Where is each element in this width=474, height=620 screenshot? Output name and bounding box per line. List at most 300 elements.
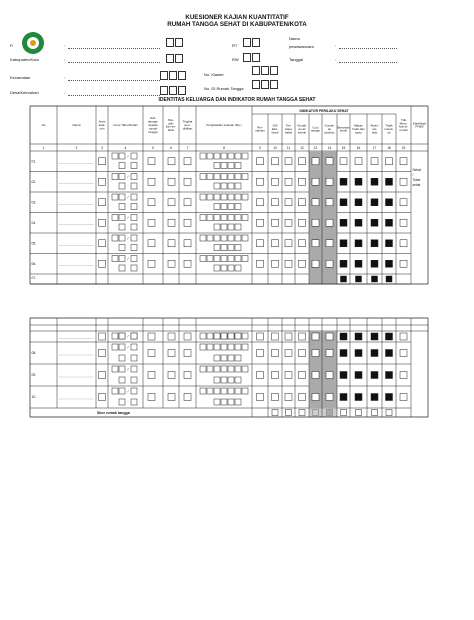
age-box[interactable] [131, 204, 137, 210]
income-box[interactable] [214, 163, 220, 169]
income-box[interactable] [200, 174, 206, 180]
income-box[interactable] [214, 399, 220, 405]
indicator-box[interactable] [299, 178, 306, 185]
age-box[interactable] [131, 377, 137, 383]
indicator-box[interactable] [326, 372, 333, 379]
income-box[interactable] [221, 333, 227, 339]
indicator-box[interactable] [272, 260, 279, 267]
income-box[interactable] [221, 265, 227, 271]
relation-box[interactable] [148, 333, 155, 340]
education-box[interactable] [168, 260, 175, 267]
age-box[interactable] [119, 265, 125, 271]
indicator-box[interactable] [285, 260, 292, 267]
income-box[interactable] [235, 174, 241, 180]
relation-box[interactable] [148, 158, 155, 165]
indicator-box[interactable] [272, 394, 279, 401]
income-box[interactable] [221, 355, 227, 361]
indicator-box[interactable] [312, 219, 319, 226]
income-box[interactable] [228, 235, 234, 241]
income-box[interactable] [221, 399, 227, 405]
income-box[interactable] [235, 256, 241, 262]
income-box[interactable] [235, 399, 241, 405]
income-box[interactable] [221, 245, 227, 251]
indicator-box[interactable] [371, 158, 378, 165]
income-box[interactable] [214, 194, 220, 200]
education-box[interactable] [168, 199, 175, 206]
age-box[interactable] [131, 224, 137, 230]
age-box[interactable] [119, 174, 125, 180]
relation-box[interactable] [148, 372, 155, 379]
relation-box[interactable] [148, 199, 155, 206]
income-box[interactable] [242, 388, 248, 394]
age-box[interactable] [131, 235, 137, 241]
age-box[interactable] [131, 245, 137, 251]
sex-box[interactable] [99, 158, 106, 165]
sex-box[interactable] [99, 199, 106, 206]
indicator-box[interactable] [340, 219, 347, 226]
phbs-box[interactable] [400, 333, 407, 340]
indicator-box[interactable] [299, 350, 306, 357]
education-level-box[interactable] [184, 372, 191, 379]
income-box[interactable] [221, 183, 227, 189]
indicator-box[interactable] [386, 260, 393, 267]
income-box[interactable] [214, 224, 220, 230]
age-box[interactable] [119, 399, 125, 405]
indicator-box[interactable] [326, 219, 333, 226]
indicator-box[interactable] [312, 260, 319, 267]
sex-box[interactable] [99, 394, 106, 401]
income-box[interactable] [207, 388, 213, 394]
indicator-box[interactable] [257, 350, 264, 357]
age-box[interactable] [112, 174, 118, 180]
income-box[interactable] [214, 366, 220, 372]
income-box[interactable] [228, 388, 234, 394]
indicator-box[interactable] [257, 219, 264, 226]
income-box[interactable] [235, 204, 241, 210]
education-level-box[interactable] [184, 199, 191, 206]
indicator-box[interactable] [386, 240, 393, 247]
income-box[interactable] [242, 344, 248, 350]
income-box[interactable] [207, 153, 213, 159]
education-level-box[interactable] [184, 158, 191, 165]
indicator-box[interactable] [371, 260, 378, 267]
income-box[interactable] [235, 245, 241, 251]
age-box[interactable] [131, 153, 137, 159]
income-box[interactable] [221, 194, 227, 200]
age-box[interactable] [112, 333, 118, 339]
age-box[interactable] [119, 366, 125, 372]
indicator-box[interactable] [371, 199, 378, 206]
indicator-box[interactable] [299, 158, 306, 165]
indicator-box[interactable] [341, 276, 347, 282]
income-box[interactable] [235, 183, 241, 189]
sex-box[interactable] [99, 219, 106, 226]
education-level-box[interactable] [184, 260, 191, 267]
income-box[interactable] [228, 399, 234, 405]
income-box[interactable] [228, 333, 234, 339]
income-box[interactable] [242, 235, 248, 241]
indicator-box[interactable] [340, 372, 347, 379]
education-box[interactable] [168, 158, 175, 165]
education-level-box[interactable] [184, 178, 191, 185]
indicator-box[interactable] [312, 199, 319, 206]
indicator-box[interactable] [285, 350, 292, 357]
indicator-box[interactable] [371, 178, 378, 185]
phbs-box[interactable] [400, 240, 407, 247]
age-box[interactable] [131, 366, 137, 372]
income-box[interactable] [221, 163, 227, 169]
indicator-box[interactable] [272, 219, 279, 226]
age-box[interactable] [119, 183, 125, 189]
indicator-box[interactable] [340, 178, 347, 185]
income-box[interactable] [207, 366, 213, 372]
income-box[interactable] [207, 235, 213, 241]
income-box[interactable] [235, 265, 241, 271]
age-box[interactable] [131, 265, 137, 271]
indicator-box[interactable] [257, 333, 264, 340]
income-box[interactable] [228, 355, 234, 361]
education-level-box[interactable] [184, 219, 191, 226]
income-box[interactable] [228, 194, 234, 200]
indicator-box[interactable] [257, 240, 264, 247]
income-box[interactable] [221, 235, 227, 241]
income-box[interactable] [228, 153, 234, 159]
indicator-box[interactable] [299, 333, 306, 340]
score-box[interactable] [341, 410, 347, 416]
income-box[interactable] [221, 377, 227, 383]
sex-box[interactable] [99, 260, 106, 267]
indicator-box[interactable] [299, 219, 306, 226]
indicator-box[interactable] [355, 178, 362, 185]
age-box[interactable] [131, 215, 137, 221]
income-box[interactable] [214, 344, 220, 350]
relation-box[interactable] [148, 219, 155, 226]
phbs-box[interactable] [400, 350, 407, 357]
age-box[interactable] [112, 215, 118, 221]
age-box[interactable] [131, 174, 137, 180]
indicator-box[interactable] [272, 240, 279, 247]
phbs-box[interactable] [400, 178, 407, 185]
age-box[interactable] [112, 366, 118, 372]
income-box[interactable] [235, 377, 241, 383]
age-box[interactable] [112, 153, 118, 159]
indicator-box[interactable] [355, 240, 362, 247]
indicator-box[interactable] [272, 350, 279, 357]
income-box[interactable] [200, 235, 206, 241]
indicator-box[interactable] [272, 333, 279, 340]
indicator-box[interactable] [326, 199, 333, 206]
income-box[interactable] [242, 153, 248, 159]
income-box[interactable] [235, 333, 241, 339]
income-box[interactable] [235, 355, 241, 361]
score-box[interactable] [286, 410, 292, 416]
age-box[interactable] [131, 183, 137, 189]
indicator-box[interactable] [326, 394, 333, 401]
income-box[interactable] [242, 215, 248, 221]
age-box[interactable] [131, 333, 137, 339]
indicator-box[interactable] [355, 350, 362, 357]
income-box[interactable] [214, 265, 220, 271]
indicator-box[interactable] [285, 333, 292, 340]
indicator-box[interactable] [386, 333, 393, 340]
indicator-box[interactable] [371, 219, 378, 226]
income-box[interactable] [221, 256, 227, 262]
income-box[interactable] [242, 366, 248, 372]
indicator-box[interactable] [355, 333, 362, 340]
score-box[interactable] [386, 410, 392, 416]
income-box[interactable] [235, 163, 241, 169]
age-box[interactable] [119, 163, 125, 169]
income-box[interactable] [228, 204, 234, 210]
education-level-box[interactable] [184, 394, 191, 401]
indicator-box[interactable] [371, 372, 378, 379]
indicator-box[interactable] [272, 372, 279, 379]
indicator-box[interactable] [257, 372, 264, 379]
sex-box[interactable] [99, 240, 106, 247]
indicator-box[interactable] [355, 158, 362, 165]
phbs-box[interactable] [400, 260, 407, 267]
income-box[interactable] [214, 355, 220, 361]
income-box[interactable] [228, 183, 234, 189]
indicator-box[interactable] [340, 158, 347, 165]
age-box[interactable] [131, 256, 137, 262]
income-box[interactable] [228, 245, 234, 251]
indicator-box[interactable] [312, 372, 319, 379]
indicator-box[interactable] [340, 199, 347, 206]
income-box[interactable] [200, 388, 206, 394]
indicator-box[interactable] [326, 260, 333, 267]
indicator-box[interactable] [299, 199, 306, 206]
income-box[interactable] [221, 366, 227, 372]
income-box[interactable] [235, 153, 241, 159]
indicator-box[interactable] [312, 240, 319, 247]
indicator-box[interactable] [257, 394, 264, 401]
income-box[interactable] [235, 344, 241, 350]
income-box[interactable] [228, 256, 234, 262]
education-level-box[interactable] [184, 240, 191, 247]
indicator-box[interactable] [312, 394, 319, 401]
age-box[interactable] [119, 355, 125, 361]
income-box[interactable] [228, 377, 234, 383]
income-box[interactable] [228, 344, 234, 350]
income-box[interactable] [235, 215, 241, 221]
income-box[interactable] [221, 224, 227, 230]
score-box[interactable] [356, 410, 362, 416]
age-box[interactable] [131, 194, 137, 200]
income-box[interactable] [242, 256, 248, 262]
relation-box[interactable] [148, 240, 155, 247]
indicator-box[interactable] [272, 199, 279, 206]
income-box[interactable] [214, 388, 220, 394]
age-box[interactable] [131, 399, 137, 405]
income-box[interactable] [214, 153, 220, 159]
indicator-box[interactable] [312, 333, 319, 340]
indicator-box[interactable] [386, 158, 393, 165]
indicator-box[interactable] [299, 372, 306, 379]
indicator-box[interactable] [326, 178, 333, 185]
age-box[interactable] [119, 256, 125, 262]
income-box[interactable] [200, 344, 206, 350]
age-box[interactable] [119, 235, 125, 241]
indicator-box[interactable] [257, 178, 264, 185]
indicator-box[interactable] [326, 350, 333, 357]
age-box[interactable] [131, 388, 137, 394]
income-box[interactable] [221, 215, 227, 221]
income-box[interactable] [214, 235, 220, 241]
education-level-box[interactable] [184, 350, 191, 357]
income-box[interactable] [221, 153, 227, 159]
indicator-box[interactable] [371, 350, 378, 357]
score-box[interactable] [299, 410, 305, 416]
sex-box[interactable] [99, 350, 106, 357]
education-box[interactable] [168, 219, 175, 226]
indicator-box[interactable] [299, 394, 306, 401]
indicator-box[interactable] [355, 394, 362, 401]
age-box[interactable] [131, 344, 137, 350]
indicator-box[interactable] [326, 333, 333, 340]
indicator-box[interactable] [356, 276, 362, 282]
indicator-box[interactable] [355, 219, 362, 226]
income-box[interactable] [214, 174, 220, 180]
income-box[interactable] [221, 204, 227, 210]
income-box[interactable] [207, 344, 213, 350]
age-box[interactable] [119, 224, 125, 230]
relation-box[interactable] [148, 178, 155, 185]
relation-box[interactable] [148, 350, 155, 357]
indicator-box[interactable] [340, 260, 347, 267]
indicator-box[interactable] [312, 158, 319, 165]
age-box[interactable] [112, 388, 118, 394]
education-box[interactable] [168, 178, 175, 185]
phbs-box[interactable] [400, 372, 407, 379]
indicator-box[interactable] [355, 372, 362, 379]
income-box[interactable] [235, 366, 241, 372]
indicator-box[interactable] [299, 260, 306, 267]
income-box[interactable] [207, 256, 213, 262]
score-box[interactable] [372, 410, 378, 416]
income-box[interactable] [214, 256, 220, 262]
income-box[interactable] [228, 366, 234, 372]
indicator-box[interactable] [386, 199, 393, 206]
phbs-box[interactable] [400, 394, 407, 401]
education-box[interactable] [168, 333, 175, 340]
indicator-box[interactable] [285, 394, 292, 401]
age-box[interactable] [119, 388, 125, 394]
income-box[interactable] [207, 194, 213, 200]
age-box[interactable] [119, 245, 125, 251]
indicator-box[interactable] [371, 240, 378, 247]
indicator-box[interactable] [272, 158, 279, 165]
income-box[interactable] [214, 215, 220, 221]
age-box[interactable] [112, 344, 118, 350]
indicator-box[interactable] [326, 240, 333, 247]
indicator-box[interactable] [272, 178, 279, 185]
income-box[interactable] [228, 224, 234, 230]
indicator-box[interactable] [386, 350, 393, 357]
income-box[interactable] [242, 194, 248, 200]
age-box[interactable] [131, 355, 137, 361]
indicator-box[interactable] [285, 199, 292, 206]
age-box[interactable] [119, 194, 125, 200]
income-box[interactable] [214, 333, 220, 339]
phbs-box[interactable] [400, 219, 407, 226]
indicator-box[interactable] [285, 219, 292, 226]
indicator-box[interactable] [299, 240, 306, 247]
income-box[interactable] [228, 265, 234, 271]
age-box[interactable] [119, 344, 125, 350]
age-box[interactable] [119, 215, 125, 221]
indicator-box[interactable] [340, 240, 347, 247]
indicator-box[interactable] [257, 158, 264, 165]
income-box[interactable] [200, 256, 206, 262]
income-box[interactable] [200, 333, 206, 339]
income-box[interactable] [207, 174, 213, 180]
income-box[interactable] [221, 344, 227, 350]
education-box[interactable] [168, 394, 175, 401]
indicator-box[interactable] [355, 199, 362, 206]
income-box[interactable] [200, 153, 206, 159]
income-box[interactable] [235, 224, 241, 230]
income-box[interactable] [235, 194, 241, 200]
income-box[interactable] [242, 333, 248, 339]
income-box[interactable] [235, 388, 241, 394]
indicator-box[interactable] [312, 350, 319, 357]
income-box[interactable] [200, 194, 206, 200]
relation-box[interactable] [148, 394, 155, 401]
age-box[interactable] [112, 194, 118, 200]
education-box[interactable] [168, 350, 175, 357]
indicator-box[interactable] [285, 240, 292, 247]
indicator-box[interactable] [257, 199, 264, 206]
age-box[interactable] [119, 204, 125, 210]
phbs-box[interactable] [400, 158, 407, 165]
sex-box[interactable] [99, 178, 106, 185]
education-box[interactable] [168, 372, 175, 379]
indicator-box[interactable] [386, 276, 392, 282]
indicator-box[interactable] [340, 333, 347, 340]
income-box[interactable] [214, 377, 220, 383]
income-box[interactable] [214, 183, 220, 189]
indicator-box[interactable] [312, 178, 319, 185]
age-box[interactable] [131, 163, 137, 169]
income-box[interactable] [221, 388, 227, 394]
income-box[interactable] [207, 333, 213, 339]
age-box[interactable] [119, 333, 125, 339]
income-box[interactable] [200, 215, 206, 221]
indicator-box[interactable] [372, 276, 378, 282]
income-box[interactable] [214, 245, 220, 251]
indicator-box[interactable] [340, 350, 347, 357]
indicator-box[interactable] [386, 219, 393, 226]
indicator-box[interactable] [371, 333, 378, 340]
indicator-box[interactable] [355, 260, 362, 267]
indicator-box[interactable] [285, 372, 292, 379]
income-box[interactable] [207, 215, 213, 221]
age-box[interactable] [112, 235, 118, 241]
indicator-box[interactable] [285, 178, 292, 185]
income-box[interactable] [242, 174, 248, 180]
indicator-box[interactable] [326, 158, 333, 165]
age-box[interactable] [119, 377, 125, 383]
indicator-box[interactable] [386, 394, 393, 401]
relation-box[interactable] [148, 260, 155, 267]
income-box[interactable] [235, 235, 241, 241]
indicator-box[interactable] [285, 158, 292, 165]
income-box[interactable] [228, 215, 234, 221]
education-level-box[interactable] [184, 333, 191, 340]
education-box[interactable] [168, 240, 175, 247]
indicator-box[interactable] [386, 178, 393, 185]
